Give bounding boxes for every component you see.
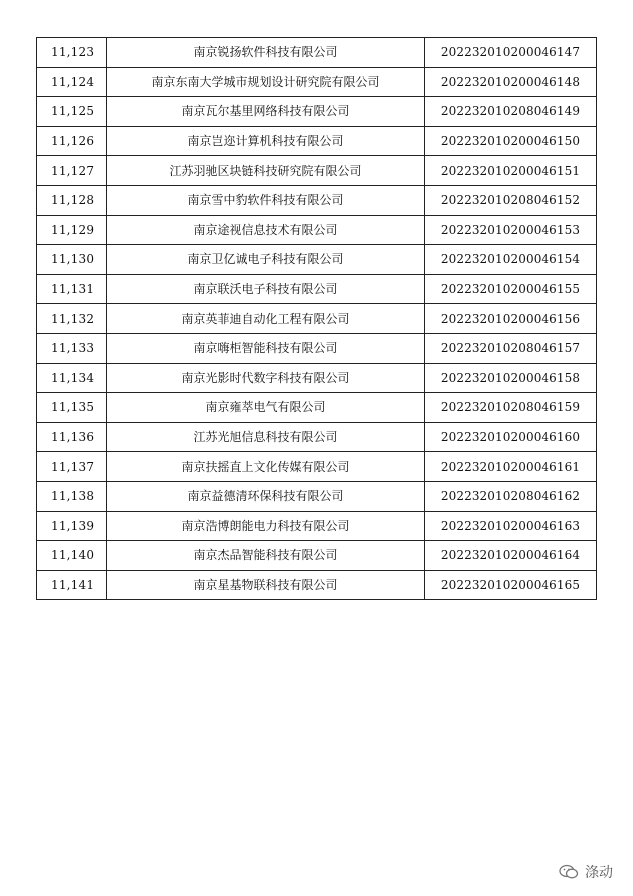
serial-number-cell: 11,132 (37, 304, 107, 334)
watermark-text: 涤动 (585, 865, 613, 881)
company-name-cell: 南京瓦尔基里网络科技有限公司 (107, 97, 425, 127)
certificate-table (36, 37, 597, 600)
company-name-cell: 南京岂迩计算机科技有限公司 (107, 126, 425, 156)
certificate-number-cell: 202232010200046164 (425, 541, 597, 571)
table-row (37, 215, 597, 245)
certificate-number-cell: 202232010208046149 (425, 97, 597, 127)
certificate-number-cell: 202232010200046151 (425, 156, 597, 186)
table-row (37, 245, 597, 275)
certificate-number-cell: 202232010200046158 (425, 363, 597, 393)
table-row (37, 185, 597, 215)
table-row (37, 333, 597, 363)
company-name-cell: 南京雍萃电气有限公司 (107, 393, 425, 423)
table-row (37, 481, 597, 511)
company-name-cell: 南京益德清环保科技有限公司 (107, 481, 425, 511)
table-row (37, 541, 597, 571)
certificate-number-cell: 202232010200046154 (425, 245, 597, 275)
certificate-number-cell: 202232010200046153 (425, 215, 597, 245)
serial-number-cell: 11,136 (37, 422, 107, 452)
company-name-cell: 江苏羽驰区块链科技研究院有限公司 (107, 156, 425, 186)
company-name-cell: 南京锐扬软件科技有限公司 (107, 38, 425, 68)
table-row (37, 97, 597, 127)
certificate-number-cell: 202232010200046161 (425, 452, 597, 482)
serial-number-cell: 11,138 (37, 481, 107, 511)
serial-number-cell: 11,126 (37, 126, 107, 156)
serial-number-cell: 11,131 (37, 274, 107, 304)
serial-number-cell: 11,137 (37, 452, 107, 482)
serial-number-cell: 11,128 (37, 185, 107, 215)
table-row (37, 38, 597, 68)
certificate-number-cell: 202232010200046163 (425, 511, 597, 541)
certificate-number-cell: 202232010208046152 (425, 185, 597, 215)
certificate-number-cell: 202232010200046160 (425, 422, 597, 452)
company-name-cell: 南京东南大学城市规划设计研究院有限公司 (107, 67, 425, 97)
table-row (37, 304, 597, 334)
company-name-cell: 南京光影时代数字科技有限公司 (107, 363, 425, 393)
company-name-cell: 南京英菲迪自动化工程有限公司 (107, 304, 425, 334)
wechat-icon (559, 864, 579, 880)
company-name-cell: 南京卫亿诚电子科技有限公司 (107, 245, 425, 275)
serial-number-cell: 11,139 (37, 511, 107, 541)
watermark (559, 862, 613, 882)
serial-number-cell: 11,133 (37, 333, 107, 363)
certificate-number-cell: 202232010208046162 (425, 481, 597, 511)
certificate-number-cell: 202232010200046148 (425, 67, 597, 97)
certificate-number-cell: 202232010200046165 (425, 570, 597, 600)
table-row (37, 393, 597, 423)
table-row (37, 422, 597, 452)
company-name-cell: 江苏光旭信息科技有限公司 (107, 422, 425, 452)
serial-number-cell: 11,127 (37, 156, 107, 186)
company-name-cell: 南京扶摇直上文化传媒有限公司 (107, 452, 425, 482)
company-name-cell: 南京联沃电子科技有限公司 (107, 274, 425, 304)
company-name-cell: 南京杰品智能科技有限公司 (107, 541, 425, 571)
table-row (37, 126, 597, 156)
serial-number-cell: 11,129 (37, 215, 107, 245)
serial-number-cell: 11,141 (37, 570, 107, 600)
company-name-cell: 南京浩博朗能电力科技有限公司 (107, 511, 425, 541)
company-name-cell: 南京途视信息技术有限公司 (107, 215, 425, 245)
table-row (37, 363, 597, 393)
certificate-number-cell: 202232010200046147 (425, 38, 597, 68)
table-body (37, 38, 597, 600)
serial-number-cell: 11,130 (37, 245, 107, 275)
table-row (37, 156, 597, 186)
company-name-cell: 南京星基物联科技有限公司 (107, 570, 425, 600)
table-row (37, 274, 597, 304)
certificate-number-cell: 202232010200046155 (425, 274, 597, 304)
serial-number-cell: 11,140 (37, 541, 107, 571)
company-name-cell: 南京雪中豹软件科技有限公司 (107, 185, 425, 215)
serial-number-cell: 11,125 (37, 97, 107, 127)
certificate-number-cell: 202232010208046157 (425, 333, 597, 363)
table-row (37, 511, 597, 541)
serial-number-cell: 11,134 (37, 363, 107, 393)
table-row (37, 570, 597, 600)
table-row (37, 67, 597, 97)
certificate-number-cell: 202232010200046150 (425, 126, 597, 156)
serial-number-cell: 11,124 (37, 67, 107, 97)
certificate-number-cell: 202232010208046159 (425, 393, 597, 423)
serial-number-cell: 11,135 (37, 393, 107, 423)
company-name-cell: 南京嗨柜智能科技有限公司 (107, 333, 425, 363)
certificate-number-cell: 202232010200046156 (425, 304, 597, 334)
serial-number-cell: 11,123 (37, 38, 107, 68)
table-row (37, 452, 597, 482)
